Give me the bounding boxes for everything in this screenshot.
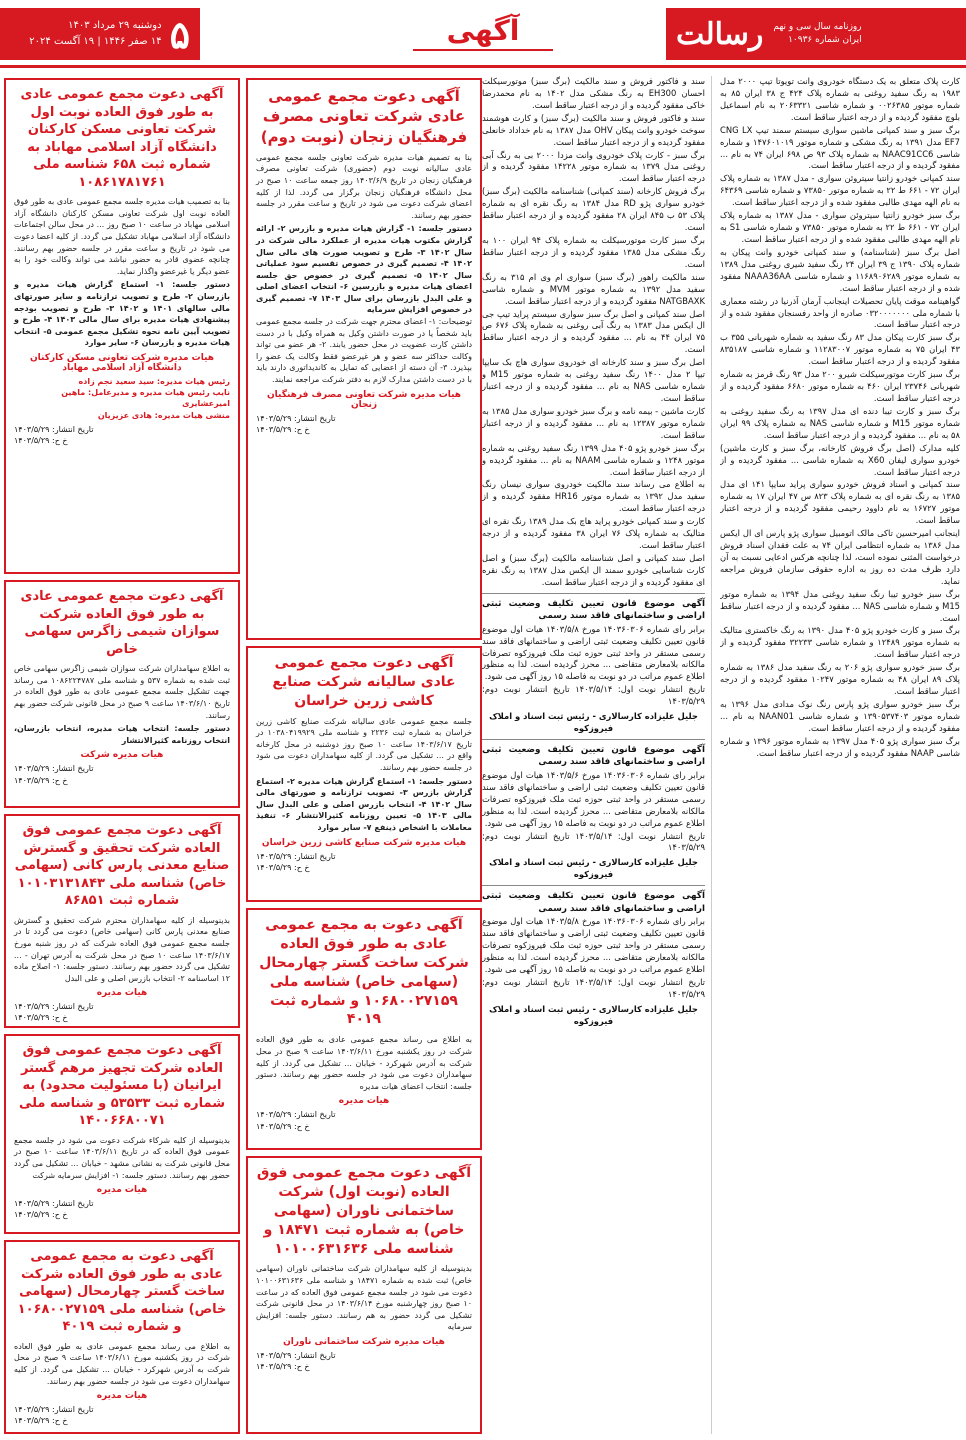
ad-sakht-gostar[interactable] — [246, 908, 482, 1150]
ad-dates — [256, 851, 472, 873]
classified-item: سند کمپانی خودرو زانتیا سیتروئن سواری - مدل ۱۳۸۷ به شماره پلاک ایران ۷۲ - ۶۶۱ ط ۲۲ به شماره موتور ۷۳۸۵۰ و شماره شاسی ۶۴۳۶۹ به نام الهه مهدی طالبی مفقود شده و از درجه اعتبار ساقط است. — [720, 173, 960, 208]
ad-body-text: بنا به تصمیب هیات مدیره جلسه مجمع عمومی عادی به طور فوق العاده نوبت اول شرکت تعاونی مسکن کارکنان دانشگاه آزاد اسلامی مهاباد در ساعت ۱۰ صبح روز ... در محل سالن اجتماعات دانشگاه آزاد اسلامی مهاباد تشکیل می گردد. از کلیه اعضا دعوت می شود در تاریخ و ساعت مقرر در جلسه حضور بهم رسانند. چنانچه عضوی قادر به حضور نباشد می تواند وکالت خود را به عضو دیگر یا غیرعضو واگذار نماید. — [14, 197, 230, 276]
ad-date: تاریخ انتشار: ۱۴۰۳/۵/۲۹ — [256, 1351, 336, 1361]
classified-item: کارت و سند کمپانی خودرو پراید هاچ بک مدل ۱۳۸۹ رنگ نقره ای متالیک به شماره پلاک ۷۶ ایران ۳۸ مفقود گردیده و از درجه اعتبار ساقط است. — [482, 516, 705, 551]
ad-navaran[interactable] — [246, 1156, 482, 1434]
ad-title: آگهی دعوت مجمع عمومی فوق العاده (نوبت اول) شرکت ساختمانی ناوران (سهامی خاص) به شماره ثبت ۱۸۴۷۱ و شناسه ملی ۱۰۱۰۰۶۳۱۶۳۶ — [256, 1165, 472, 1257]
classified-item: سند کمپانی و اسناد فروش خودرو سواری پراید سایپا ۱۴۱ ای مدل ۱۳۸۵ به رنگ نقره ای به شماره پلاک ۸۲۳ س ۴۷ ایران ۱۷ به شماره موتور ۱۶۷۲۷ به نام داوود رحیمی مفقود گردیده و از درجه اعتبار ساقط است. — [720, 479, 960, 526]
ad-date: خ ح: ۱۴۰۳/۵/۲۹ — [256, 862, 310, 872]
classifieds-column-middle — [482, 76, 712, 1434]
ad-agenda: دستور جلسه: ۱- استماع گزارش هیات مدیره و بازرسان ۲- طرح و تصویب ترازنامه و سایر صورتهای مالی سالهای ۱۴۰۱ و ۱۴۰۲ ۳- طرح و تصویب بودجه پیشنهادی هیات مدیره برای سال مالی ۱۴۰۳ ۴- طرح و تصویب آیین نامه نحوه تشکیل مجمع عمومی ۵- انتخاب هیات مدیره و بازرسان ۶- سایر موارد — [14, 280, 231, 348]
ad-dates — [14, 1001, 230, 1023]
masthead[interactable] — [666, 8, 966, 60]
ad-footer: هیات مدیره — [96, 1185, 148, 1196]
classified-item: برگ فروش کارخانه (سند کمپانی) شناسنامه مالکیت (برگ سبز) خودرو سواری پژو RD مدل ۱۳۸۴ به رنگ نقره ای به شماره پلاک ۵۳ ب ۸۴۵ ایران ۲۸ مفقود گردیده و از درجه اعتبار ساقط است. — [482, 186, 706, 233]
ad-title: آگهی دعوت مجمع عمومی عادی به طور فوق العاده شرکت سوازان شیمی زاگرس سهامی خاص — [20, 589, 224, 657]
classified-item: کارت پلاک متعلق به یک دستگاه خودروی وانت تویوتا تیپ ۲۰۰۰ مدل ۱۹۸۳ به رنگ سفید روغنی به شماره پلاک ۴۲۴ ج ۳۸ ایران ۸۵ به شماره موتور ۰۰۲۶۳۸۵ و شماره شاسی ۲۰۶۳۳۲۱ به نام اسماعیل بلوچ مفقود گردیده و از درجه اعتبار ساقط است. — [720, 76, 960, 122]
notice-text: برابر رای شماره ۱۴۰۳۶۰۳۰۶ مورخ ۱۴۰۳/۵/۸ هیات اول موضوع قانون تعیین تکلیف وضعیت ثبتی اراضی و ساختمانهای فاقد سند رسمی مستقر در واحد ثبتی حوزه ثبت ملک فیروزکوه تصرفات مالکانه بلامعارض متقاضی ... محرز گردیده است. لذا به منظور اطلاع عموم مراتب در دو نوبت به فاصله ۱۵ روز آگهی می شود. — [482, 623, 705, 682]
masthead-meta — [773, 21, 861, 48]
ad-date: تاریخ انتشار: ۱۴۰۳/۵/۲۹ — [256, 1110, 336, 1120]
ad-body — [14, 915, 230, 985]
notice-heading: آگهی موضوع قانون تعیین تکلیف وضعیت ثبتی اراضی و ساختمانهای فاقد سند رسمی — [482, 891, 705, 914]
ad-date: تاریخ انتشار: ۱۴۰۳/۵/۲۹ — [14, 764, 94, 774]
ad-date: خ ح: ۱۴۰۳/۵/۲۹ — [14, 1416, 68, 1426]
ad-footer: هیات مدیره — [96, 1391, 148, 1402]
ad-date: خ ح: ۱۴۰۳/۵/۲۹ — [14, 435, 68, 445]
ad-footer: هیات مدیره شرکت تعاونی مسکن کارکنان دانشگاه آزاد اسلامی مهاباد — [29, 353, 215, 373]
ad-body-text: بدینوسیله از کلیه سهامداران محترم شرکت تحقیق و گسترش صنایع معدنی پارس کانی (سهامی خاص) دعوت می گردد تا در جلسه مجمع عمومی فوق العاده شرکت که در روز شنبه مورخ ۱۴۰۳/۶/۱۷ ساعت ۱۰ صبح در محل شرکت به آدرس تهران - ... تشکیل می گردد حضور بهم رسانند. دستور جلسه: ۱- اصلاح ماده ۱۲ اساسنامه ۲- انتخاب بازرس اصلی و علی البدل — [14, 915, 230, 983]
ad-dates — [14, 424, 230, 446]
ad-dates — [14, 1404, 230, 1426]
ad-body-text: بدینوسیله از کلیه شرکاء شرکت دعوت می شود در جلسه مجمع عمومی فوق العاده که در تاریخ ۱۴۰۳/۶/۱۱ ساعت ۱۰ صبح در محل قانونی شرکت به نشانی مشهد - خیابان ... تشکیل می گردد حضور بهم رسانند. دستور جلسه: ۱- افزایش سرمایه شرکت — [14, 1135, 231, 1180]
ad-signatures — [14, 376, 230, 421]
ad-agenda: دستور جلسه: ۱- استماع گزارش هیات مدیره ۲- استماع گزارش بازرس ۳- تصویب ترازنامه و صورتهای مالی سال ۱۴۰۲ ۴- انتخاب بازرس اصلی و علی البدل سال مالی ۱۴۰۳ ۵- تعیین روزنامه کثیرالانتشار ۶- تنفیذ معاملات با اشخاص ذینفع ۷- سایر موارد — [256, 776, 473, 833]
ad-footer: هیات مدیره شرکت — [80, 750, 164, 761]
ad-body — [14, 1341, 230, 1387]
ad-mahabad[interactable] — [4, 78, 240, 574]
ad-date: تاریخ انتشار: ۱۴۰۳/۵/۲۹ — [14, 1405, 94, 1415]
classified-item: برگ سبز و سند کمپانی ماشین سواری سیستم سمند تیپ CNG LX EF7 مدل ۱۳۹۱ به رنگ مشکی و شماره موتور ۱۴۷۶۰۱۰۱۹ و شماره شاسی NAAC91CC6 به شماره پلاک ۹۳ ص ۶۹۸ ایران ۷۴ به نام ... مفقود گردیده و از درجه اعتبار ساقط است. — [720, 124, 960, 171]
ad-body — [256, 716, 472, 834]
ad-body-text: جلسه مجمع عمومی عادی سالیانه شرکت صنایع کاشی زرین خراسان به شماره ثبت ۲۲۳۶ و شناسه ملی ۱۰۳۸۰۴۱۹۹۲۹ در تاریخ ۱۴۰۳/۶/۱۷ ساعت ۱۰ صبح روز دوشنبه در محل کارخانه واقع در ... تشکیل می گردد. از کلیه سهامداران دعوت می شود در جلسه حضور بهم رسانند. — [256, 716, 472, 773]
ad-title: آگهی دعوت به مجمع عمومی عادی به طور فوق العاده شرکت ساخت گستر چهارمحال (سهامی خاص) شناسه ملی ۱۰۶۸۰۰۲۷۱۵۹ و شماره ثبت ۴۰۱۹ — [17, 1249, 227, 1335]
ad-title: آگهی دعوت به مجمع عمومی عادی به طور فوق العاده شرکت ساخت گستر چهارمحال (سهامی خاص) شناسه ملی ۱۰۶۸۰۰۲۷۱۵۹ و شماره ثبت ۴۰۱۹ — [259, 917, 469, 1028]
ad-dates — [256, 413, 472, 435]
ad-footer: هیات مدیره — [338, 1096, 390, 1107]
ad-body-text: بنا به تصمیم هیات مدیره شرکت تعاونی جلسه مجمع عمومی عادی سالیانه نوبت دوم (حضوری) شرکت تعاونی مصرف فرهنگیان زنجان در تاریخ ۱۴۰۳/۶/۹ روز جمعه ساعت ۱۰ صبح در محل دانشگاه فرهنگیان زنجان برگزار می گردد. لذا از کلیه اعضای شرکت دعوت می شود در تاریخ و ساعت مقرر در جلسه حضور بهم رسانند. — [256, 152, 472, 220]
ad-title: آگهی دعوت مجمع عمومی فوق العاده شرکت تحقیق و گسترش صنایع معدنی پارس کانی (سهامی خاص) شناسه ملی ۱۰۱۰۳۱۳۱۸۴۳ شماره ثبت ۸۶۸۵۱ — [14, 823, 230, 909]
ad-title: آگهی دعوت مجمع عمومی فوق العاده شرکت تجهیز مرهم گستر ایرانیان (با مسئولیت محدود) به شماره ثبت ۵۳۵۳۳ و شناسه ملی ۱۴۰۰۶۶۸۰۰۷۱ — [18, 1043, 226, 1129]
classified-item: برگ سبز و کارت تیبا دنده ای مدل ۱۳۹۷ به رنگ سفید روغنی به شماره موتور M15 و شماره شاسی NAS به شماره پلاک ۹۹ ایران ۵۸ به نام ... مفقود گردیده و از درجه اعتبار ساقط است. — [720, 405, 960, 440]
ad-body-text: بدینوسیله از کلیه سهامداران شرکت ساختمانی ناوران (سهامی خاص) ثبت شده به شماره ۱۸۴۷۱ و شناسه ملی ۱۰۱۰۰۶۳۱۶۳۶ دعوت می شود در جلسه مجمع عمومی فوق العاده که در ساعت ۱۰ صبح روز چهارشنبه مورخ ۱۴۰۳/۶/۱۴ در محل قانونی شرکت تشکیل می گردد حضور به هم رسانند. دستور جلسه: افزایش سرمایه — [256, 1264, 473, 1332]
classified-item: کلیه مدارک (اصل برگ فروش کارخانه، برگ سبز و کارت ماشین) خودرو سواری لیفان X60 به شماره شاسی ... مفقود گردیده و از درجه اعتبار ساقط است. — [720, 442, 960, 477]
notice-heading: آگهی موضوع قانون تعیین تکلیف وضعیت ثبتی اراضی و ساختمانهای فاقد سند رسمی — [482, 598, 705, 622]
classified-item: برگ سبز خودرو پژو ۴۰۵ مدل ۱۳۹۹ رنگ سفید روغنی به شماره موتور ۱۲۴۸ و شماره شاسی NAAM به نام ... مفقود گردیده و از درجه اعتبار ساقط است. — [482, 442, 705, 477]
classified-item: برگ سبز کارت موتورسیکلت به شماره پلاک ۹۴ ایران ۱۰۰ به رنگ مشکی مدل ۱۳۸۵ مفقود گردیده و از درجه اعتبار ساقط است. — [482, 234, 705, 269]
date-persian: دوشنبه ۲۹ مرداد ۱۴۰۳ — [68, 20, 162, 31]
ad-body-text: به اطلاع سهامداران شرکت سوازان شیمی زاگرس سهامی خاص ثبت شده به شماره ۵۳۷ و شناسه ملی ۱۰۸۶۲۲۴۷۸۷ می رساند جهت تشکیل جلسه مجمع عمومی عادی به طور فوق العاده در تاریخ ۱۴۰۳/۶/۱۰ ساعت ۹ صبح در محل قانونی شرکت حضور بهم رسانند. — [14, 664, 231, 720]
notice-dates: تاریخ انتشار نوبت اول: ۱۴۰۳/۵/۱۴ تاریخ انتشار نوبت دوم: ۱۴۰۳/۵/۲۹ — [482, 830, 706, 853]
ad-date: تاریخ انتشار: ۱۴۰۳/۵/۲۹ — [14, 1002, 94, 1012]
classified-item: برگ سبز خودرو سواری پژو پارس رنگ نوک مدادی مدل ۱۳۹۶ به شماره موتور ۱۳۹۰۵۳۷۴۰۳ و شماره شاسی NAAN01 به نام ... مفقود گردیده و از درجه اعتبار ساقط است. — [720, 699, 960, 733]
masthead-meta-line: ایران شماره ۱۰۹۳۶ — [788, 35, 862, 45]
ad-footer: هیات مدیره شرکت ساختمانی ناوران — [283, 1337, 445, 1348]
ad-zarin-kashi[interactable] — [246, 646, 482, 902]
ad-pars-kani[interactable] — [4, 814, 240, 1028]
ad-signature: رئیس هیات مدیره: سید سعید نجم زاده — [78, 377, 230, 386]
classified-item: برگ سبز و کارت خودرو پژو ۴۰۵ مدل ۱۳۹۰ به رنگ خاکستری متالیک به شماره موتور ۱۲۴۸۹ و شماره شاسی ۳۲۲۳۳ مفقود گردیده و از درجه اعتبار ساقط است. — [720, 625, 960, 660]
page-number: ۵ — [169, 11, 190, 57]
ad-body — [256, 1034, 472, 1092]
ad-marham[interactable] — [4, 1034, 240, 1234]
classified-item: اصل سند کمپانی و اصل برگ سبز سواری سیستم پراید تیپ جی ال ایکس مدل ۱۳۸۳ به رنگ آبی روغنی به شماره پلاک ۶۷۶ ص ۷۵ ایران ۴۴ به نام ... مفقود گردیده و از درجه اعتبار ساقط است. — [482, 308, 706, 355]
ad-date: خ ح: ۱۴۰۳/۵/۲۹ — [256, 1121, 310, 1131]
ad-zanjan[interactable] — [246, 78, 482, 640]
ad-body-text: به اطلاع می رساند مجمع عمومی عادی به طور فوق العاده شرکت در روز یکشنبه مورخ ۱۴۰۳/۶/۱۱ ساعت ۹ صبح در محل شرکت به آدرس شهرکرد - خیابان ... تشکیل می گردد. از کلیه سهامداران دعوت می شود در جلسه حضور بهم رسانند. دستور جلسه: انتخاب اعضای هیات مدیره — [256, 1035, 473, 1091]
ad-body-text: به اطلاع می رساند مجمع عمومی عادی به طور فوق العاده شرکت در روز یکشنبه مورخ ۱۴۰۳/۶/۱۱ ساعت ۹ صبح در محل شرکت به آدرس شهرکرد - خیابان ... تشکیل می گردد. از کلیه سهامداران دعوت می شود در جلسه حضور بهم رسانند. — [14, 1341, 231, 1386]
classified-item: برگ سبز خودرو زانتیا سیتروئن سواری - مدل ۱۳۸۷ به شماره پلاک ایران ۷۲ - ۶۶۱ ط ۲۲ به شماره موتور ۷۳۸۵۰ و شماره شاسی S1 به نام الهه مهدی طالبی مفقود شده و از درجه اعتبار ساقط است. — [720, 210, 960, 244]
page-header — [0, 0, 966, 68]
classified-item: برگ سبز سواری پژو ۴۰۵ مدل ۱۳۹۷ به شماره موتور ۱۳۹۶ و شماره شاسی NAAP مفقود گردیده و از درجه اعتبار ساقط است. — [720, 735, 960, 758]
ad-title: آگهی دعوت مجمع عمومی عادی سالیانه شرکت صنایع کاشی زرین خراسان — [272, 655, 456, 709]
ad-signature: نایب رئیس هیات مدیره و مدیرعامل: ماهین امیرعشایری — [61, 388, 230, 409]
ad-chaharmahal[interactable] — [4, 1240, 240, 1434]
notice-text: برابر رای شماره ۱۴۰۳۶۰۳۰۶ مورخ ۱۴۰۳/۵/۸ هیات اول موضوع قانون تعیین تکلیف وضعیت ثبتی اراضی و ساختمانهای فاقد سند رسمی مستقر در واحد ثبتی حوزه ثبت ملک فیروزکوه تصرفات مالکانه بلامعارض متقاضی ... محرز گردیده است. لذا به منظور اطلاع عموم مراتب در دو نوبت به فاصله ۱۵ روز آگهی می شود. — [482, 916, 705, 974]
ad-dates — [256, 1109, 472, 1131]
notice-dates: تاریخ انتشار نوبت اول: ۱۴۰۳/۵/۱۴ تاریخ انتشار نوبت دوم: ۱۴۰۳/۵/۲۹ — [482, 976, 706, 999]
ad-title: آگهی دعوت مجمع عمومی عادی شرکت تعاونی مصرف فرهنگیان زنجان (نوبت دوم) — [260, 87, 468, 146]
classified-item: به اطلاع می رساند سند مالکیت خودروی سواری نیسان رنگ سفید مدل ۱۳۹۲ به شماره موتور HR16 مفقود گردیده و از درجه اعتبار ساقط است. — [482, 479, 706, 514]
date-other: ۱۴ صفر ۱۴۴۶ | ۱۹ آگست ۲۰۲۴ — [29, 36, 162, 47]
notice-signature: جلیل علیزاده کارسالاری - رئیس ثبت اسناد و املاک فیروزکوه — [489, 1003, 698, 1026]
ad-date: تاریخ انتشار: ۱۴۰۳/۵/۲۹ — [256, 851, 336, 861]
masthead-meta-line: روزنامه سال سی و نهم — [773, 21, 862, 32]
ad-signature: منشی هیات مدیره: هادی عزیزیان — [97, 410, 230, 420]
ad-title: آگهی دعوت مجمع عمومی عادی به طور فوق العاده نوبت اول شرکت تعاونی مسکن کارکنان دانشگاه آزاد اسلامی مهاباد به شماره ثبت ۶۵۸ شناسه ملی ۱۰۸۶۱۷۸۱۷۶۱ — [20, 87, 224, 190]
classified-item: اصل برگ سبز و سند کارخانه ای خودروی سواری هاچ بک سایپا تیپا ۲ مدل ۱۴۰۰ رنگ سفید روغنی به شماره موتور M15 و شماره شاسی NAS به نام ... مفقود گردیده و از درجه اعتبار ساقط است. — [482, 357, 705, 403]
ad-zagros[interactable] — [4, 580, 240, 808]
classified-item: اصل برگ سبز (شناسنامه) و سند کمپانی خودرو وانت پیکان به شماره پلاک ۱۳۹۰ ج ۳۹ ایران ۲۴ رنگ سفید شیری روغنی مدل ۱۳۸۹ به شماره موتور ۱۱۶۸۹۰۶۲۸۹ و شماره شاسی NAAA36AA مفقود شده و از درجه اعتبار ساقط است. — [720, 246, 960, 293]
ad-notes: توضیحات: ۱- اعضای محترم جهت شرکت در جلسه مجمع عمومی باید شخصاً یا در صورت داشتن وکیل به همراه وکیل با در دست داشتن کارت عضویت در محل حضور یابند. ۲- هر عضو می تواند وکالت حداکثر سه عضو و هر غیرعضو فقط وکالت یک عضو را بپذیرد. ۳- آن دسته از اعضایی که تمایل به کاندیداتوری دارند باید با در دست داشتن مدارک لازم به دفتر شرکت مراجعه نمایند. — [256, 317, 473, 385]
notice-signature: جلیل علیزاده کارسالاری - رئیس ثبت اسناد و املاک فیروزکوه — [489, 857, 698, 880]
classified-item: برگ سبز خودرو سواری پژو ۲۰۶ به رنگ سفید مدل ۱۳۸۶ به شماره پلاک ۸۹ ایران ۴۸ به شماره موتور ۱۰۲۴۷ مفقود گردیده و از درجه اعتبار ساقط است. — [720, 662, 960, 697]
ad-date: خ ح: ۱۴۰۳/۵/۲۹ — [14, 1013, 68, 1023]
ad-dates — [14, 1198, 230, 1220]
section-title: آگهی — [383, 14, 583, 47]
ad-date: تاریخ انتشار: ۱۴۰۳/۵/۲۹ — [14, 1199, 94, 1209]
classified-item: کارت ماشین - بیمه نامه و برگ سبز خودرو سواری مدل ۱۳۸۵ به شماره موتور ۱۲۳۸۷ به نام ... مفقود گردیده و از درجه اعتبار ساقط است. — [482, 405, 706, 440]
ad-footer: هیات مدیره — [96, 988, 148, 999]
classified-item: برگ سبز - کارت پلاک خودروی وانت مزدا ۲۰۰۰ بی به رنگ آبی روغنی مدل ۱۳۷۹ به شماره موتور ۱۴۲۲۸ مفقود گردیده و از درجه اعتبار ساقط است. — [482, 149, 705, 184]
notice-heading: آگهی موضوع قانون تعیین تکلیف وضعیت ثبتی اراضی و ساختمانهای فاقد سند رسمی — [482, 744, 705, 768]
ad-date: تاریخ انتشار: ۱۴۰۳/۵/۲۹ — [14, 424, 94, 434]
ad-date: تاریخ انتشار: ۱۴۰۳/۵/۲۹ — [256, 413, 336, 423]
classified-item: برگ سبز خودرو تیبا رنگ سفید روغنی مدل ۱۳۹۴ به شماره موتور M15 و شماره شاسی NAS ... مفقود گردیده و از درجه اعتبار ساقط است. — [720, 588, 960, 623]
ad-dates — [14, 763, 230, 785]
classified-item: اصل سند کمپانی و اصل شناسنامه مالکیت (برگ سبز) و اصل کارت شناسایی خودرو سمند ال ایکس مدل ۱۳۸۷ به رنگ نقره ای مفقود گردیده و از درجه اعتبار ساقط است. — [482, 552, 705, 587]
notice-dates: تاریخ انتشار نوبت اول: ۱۴۰۳/۵/۱۴ تاریخ انتشار نوبت دوم: ۱۴۰۳/۵/۲۹ — [482, 684, 706, 707]
ad-date: خ ح: ۱۴۰۳/۵/۲۹ — [256, 424, 310, 434]
classified-item: گواهینامه موقت پایان تحصیلات اینجانب آرمان آذرنیا در رشته معماری با شماره ملی ۰۳۲۰۰۰۰۰۰۰ صادره از واحد رفسنجان مفقود شده و از درجه اعتبار ساقط است. — [720, 295, 960, 330]
classified-item: سند مالکیت راهور (برگ سبز) سواری ام وی ام ۳۱۵ به رنگ سفید مدل ۱۳۹۲ به شماره موتور MVM و شماره شاسی NATGBAXK مفقود گردیده و از درجه اعتبار ساقط است. — [482, 271, 706, 306]
classifieds-column-right — [720, 76, 960, 1434]
ad-body — [14, 196, 230, 349]
ad-footer: هیات مدیره شرکت تعاونی مصرف فرهنگیان زنجان — [266, 389, 462, 410]
classified-item: سند و فاکتور فروش و سند مالکیت (برگ سبز) موتورسیکلت احسان EH300 به رنگ مشکی مدل ۱۴۰۲ به نام محمدرضا خاکی مفقود گردیده و از درجه اعتبار ساقط است. — [482, 76, 705, 110]
ad-body — [256, 1263, 472, 1333]
ad-body — [14, 1135, 230, 1181]
divider — [482, 593, 705, 594]
classified-item: سند و فاکتور فروش و سند مالکیت (برگ سبز) و کارت هوشمند سوخت خودرو وانت پیکان OHV مدل ۱۳۸۷ به نام خداداد خانعلی مفقود گردیده و از درجه اعتبار ساقط است. — [482, 112, 705, 147]
divider — [482, 885, 705, 886]
classified-item: اینجانب امیرحسین تاکی مالک اتومبیل سواری پژو پارس ای ال ایکس مدل ۱۳۸۶ به شماره انتظامی ایران ۷۴ به علت فقدان اسناد فروش درخواست المثنی نموده است، لذا چنانچه هرکس ادعایی نسبت به آن دارد ظرف مدت ده روز به اداره حقوقی سازمان فروش مراجعه نماید. — [720, 528, 960, 586]
ad-date: خ ح: ۱۴۰۳/۵/۲۹ — [256, 1362, 310, 1372]
classified-item: برگ سبز کارت پیکان مدل ۸۳ رنگ سفید به شماره شهربانی ۳۵۵ ب ۴۳ ایران ۷۵ به شماره موتور ۱۱۲۸۳۰۰۷ و شماره شاسی ۸۳۵۱۸۷ مفقود گردیده و از درجه اعتبار ساقط است. — [720, 332, 960, 367]
ad-body — [14, 663, 230, 746]
classified-item: برگ سبز کارت موتورسیکلت شیرو ۲۰۰ مدل ۹۳ رنگ قرمز به شماره شهربانی ۲۳۷۴۶ ایران ۴۶۰ به شماره موتور ۶۶۸۰ مفقود گردیده و از درجه اعتبار ساقط است. — [720, 369, 960, 403]
ad-agenda: دستور جلسه: ۱- گزارش هیات مدیره و بازرس ۲- ارائه گزارش مکتوب هیات مدیره از عملکرد مالی شرکت در سال ۱۴۰۲ ۳- طرح و تصویب صورت های مالی سال ۱۴۰۲ ۴- تصمیم گیری در خصوص تقسیم سود عملیاتی سال ۱۴۰۲ ۵- تصمیم گیری در خصوص حق جلسه اعضای هیات مدیره و بازرسین ۶- انتخاب اعضای اصلی و علی البدل بازرسان برای سال ۱۴۰۳ ۷- تصمیم گیری در خصوص افزایش سرمایه — [256, 224, 472, 315]
ad-footer: هیات مدیره شرکت صنایع کاشی زرین خراسان — [261, 837, 467, 848]
divider — [482, 739, 705, 740]
ad-dates — [256, 1350, 472, 1372]
ad-agenda: دستور جلسه: انتخاب هیات مدیره، انتخاب بازرسان، انتخاب روزنامه کثیرالانتشار — [14, 724, 230, 745]
issue-dates — [29, 18, 161, 50]
newspaper-logo: رسالت — [676, 16, 764, 52]
notice-signature: جلیل علیزاده کارسالاری - رئیس ثبت اسناد و املاک فیروزکوه — [489, 711, 698, 734]
ad-date: خ ح: ۱۴۰۳/۵/۲۹ — [14, 775, 68, 785]
ad-date: خ ح: ۱۴۰۳/۵/۲۹ — [14, 1210, 68, 1220]
ad-body — [256, 152, 472, 386]
notice-text: برابر رای شماره ۱۴۰۳۶۰۳۰۶ مورخ ۱۴۰۳/۵/۶ هیات اول موضوع قانون تعیین تکلیف وضعیت ثبتی اراضی و ساختمانهای فاقد سند رسمی مستقر در واحد ثبتی حوزه ثبت ملک فیروزکوه تصرفات مالکانه بلامعارض متقاضی ... محرز گردیده است. لذا به منظور اطلاع عموم مراتب در دو نوبت به فاصله ۱۵ روز آگهی می شود. — [482, 769, 705, 828]
date-bar — [0, 8, 200, 60]
